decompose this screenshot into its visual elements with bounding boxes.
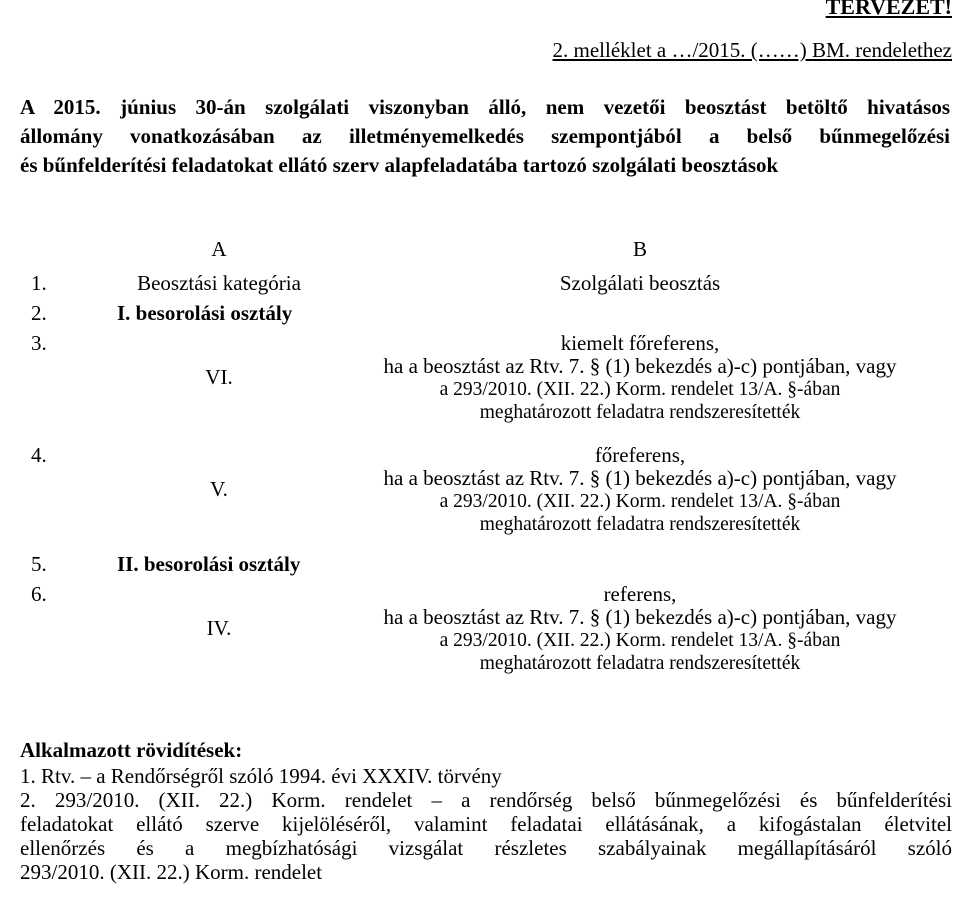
position-condition: meghatározott feladatra rendszeresítették (479, 653, 801, 674)
position-title: főreferens, (594, 443, 686, 467)
category-value: IV. (206, 616, 232, 640)
abbreviations-section (20, 738, 952, 884)
annex-reference: 2. melléklet a …/2015. (……) BM. rendelethez (552, 38, 952, 62)
title-line: A 2015. június 30-án szolgálati viszonyban álló, nem vezetői beosztást betöltő hivatásos (20, 95, 950, 119)
category-value: V. (210, 477, 228, 501)
position-condition: meghatározott feladatra rendszeresítették (479, 402, 801, 423)
category-header: Beosztási kategória (137, 271, 301, 295)
draft-label: TERVEZET! (825, 0, 952, 19)
title-line: és bűnfelderítési feladatokat ellátó szerv alapfeladatába tartozó szolgálati beosztások (20, 153, 779, 177)
abbreviation-line: 293/2010. (XII. 22.) Korm. rendelet (20, 860, 323, 884)
position-condition: ha a beosztást az Rtv. 7. § (1) bekezdés a)-c) pontjában, vagy (383, 466, 897, 490)
abbreviation-line: ellenőrzés és a megbízhatósági vizsgálat részletes szabályainak megállapításáról szóló (20, 836, 952, 860)
position-title: referens, (603, 582, 677, 606)
abbreviations-heading: Alkalmazott rövidítések: (20, 738, 243, 762)
category-value: VI. (205, 365, 233, 389)
position-title: kiemelt főreferens, (560, 331, 720, 355)
row-number: 5. (31, 552, 47, 576)
position-description (338, 444, 942, 536)
position-condition: meghatározott feladatra rendszeresítették (479, 514, 801, 535)
classification-class: I. besorolási osztály (117, 301, 293, 325)
position-condition: a 293/2010. (XII. 22.) Korm. rendelet 13/A. §-ában (439, 630, 841, 651)
position-condition: a 293/2010. (XII. 22.) Korm. rendelet 13/A. §-ában (439, 379, 841, 400)
column-a-header: A (211, 237, 227, 261)
row-number: 2. (31, 301, 47, 325)
abbreviation-line: 2. 293/2010. (XII. 22.) Korm. rendelet – a rendőrség belső bűnmegelőzési és bűnfelderítési (20, 788, 952, 812)
abbreviation-item: 1. Rtv. – a Rendőrségről szóló 1994. évi XXXIV. törvény (20, 764, 502, 788)
position-header: Szolgálati beosztás (559, 271, 721, 295)
column-b-header: B (632, 237, 647, 261)
position-condition: ha a beosztást az Rtv. 7. § (1) bekezdés a)-c) pontjában, vagy (383, 605, 897, 629)
classification-class: II. besorolási osztály (117, 552, 301, 576)
row-number: 3. (31, 331, 47, 355)
position-description (338, 332, 942, 424)
position-condition: a 293/2010. (XII. 22.) Korm. rendelet 13/A. §-ában (439, 491, 841, 512)
position-condition: ha a beosztást az Rtv. 7. § (1) bekezdés a)-c) pontjában, vagy (383, 354, 897, 378)
document-title (20, 93, 950, 180)
row-number: 6. (31, 582, 47, 606)
row-number: 4. (31, 443, 47, 467)
title-line: állomány vonatkozásában az illetményemelkedés szempontjából a belső bűnmegelőzési (20, 124, 950, 148)
row-number: 1. (31, 271, 47, 295)
abbreviation-line: feladatokat ellátó szerve kijelöléséről, valamint feladatai ellátásának, a kifogástalan életvitel (20, 812, 952, 836)
position-description (338, 583, 942, 675)
